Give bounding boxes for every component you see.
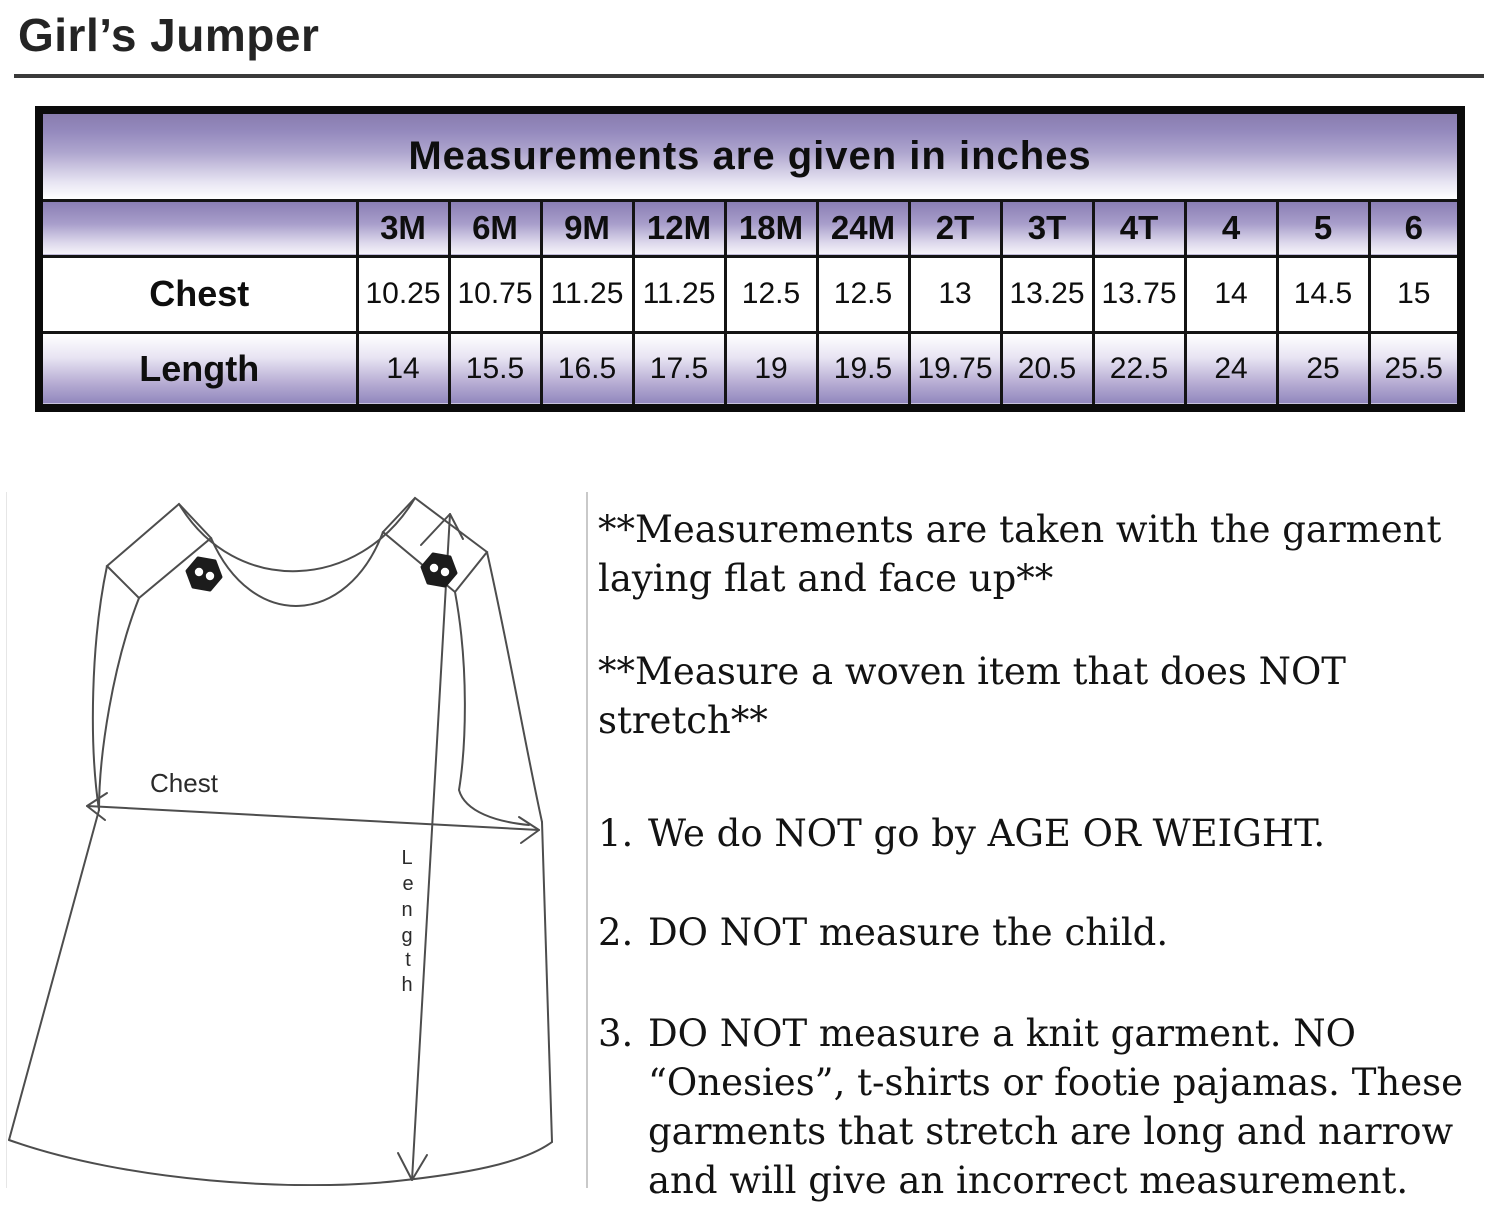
- length-letter: t: [405, 949, 411, 971]
- length-letter: h: [401, 974, 413, 996]
- note-woven-item: **Measure a woven item that does NOT stretch**: [598, 650, 1346, 742]
- table-title-cell: Measurements are given in inches: [39, 110, 1461, 200]
- size-col-header: 4T: [1093, 200, 1185, 256]
- title-divider: [14, 74, 1484, 78]
- length-value-cell: 14: [357, 332, 449, 408]
- size-col-header: 24M: [817, 200, 909, 256]
- size-col-header: 18M: [725, 200, 817, 256]
- length-value-cell: 25: [1277, 332, 1369, 408]
- length-value-cell: 16.5: [541, 332, 633, 408]
- length-row: [39, 332, 1461, 408]
- chest-arrow: [87, 793, 539, 843]
- left-side-seam: [9, 810, 99, 1140]
- length-value-cell: 25.5: [1369, 332, 1461, 408]
- size-col-header: 6: [1369, 200, 1461, 256]
- length-value-cell: 19: [725, 332, 817, 408]
- chest-value-cell: 12.5: [725, 256, 817, 332]
- size-col-header: 3M: [357, 200, 449, 256]
- size-col-header: 4: [1185, 200, 1277, 256]
- chest-value-cell: 13.25: [1001, 256, 1093, 332]
- length-value-cell: 19.75: [909, 332, 1001, 408]
- size-chart-table: [35, 106, 1465, 412]
- jumper-diagram: [6, 492, 588, 1188]
- chest-value-cell: 14.5: [1277, 256, 1369, 332]
- right-armhole-outer: [487, 552, 542, 822]
- size-col-header: 5: [1277, 200, 1369, 256]
- chest-value-cell: 10.75: [449, 256, 541, 332]
- length-value-cell: 15.5: [449, 332, 541, 408]
- instruction-item: [598, 1009, 1486, 1205]
- item-number: 3.: [598, 1012, 634, 1055]
- item-number: 2.: [598, 911, 634, 954]
- length-letter: g: [401, 925, 413, 947]
- chest-value-cell: 10.25: [357, 256, 449, 332]
- chest-row: [39, 256, 1461, 332]
- length-value-cell: 20.5: [1001, 332, 1093, 408]
- hem: [9, 1140, 552, 1185]
- length-value-cell: 22.5: [1093, 332, 1185, 408]
- chest-value-cell: 12.5: [817, 256, 909, 332]
- instruction-item: [598, 908, 1486, 957]
- size-col-header: 12M: [633, 200, 725, 256]
- right-shoulder-button-icon: [422, 554, 456, 586]
- item-number: 1.: [598, 812, 634, 855]
- right-side-seam: [542, 822, 552, 1142]
- left-shoulder-button-icon: [187, 558, 221, 590]
- chest-value-cell: 13.75: [1093, 256, 1185, 332]
- garment-outline: [9, 498, 552, 1185]
- item-text: DO NOT measure the child.: [648, 911, 1169, 954]
- item-text: DO NOT measure a knit garment. NO “Onesies”, t-shirts or footie pajamas. These garments that stretch are long and narrow and will give an incorrect measurement.: [648, 1012, 1463, 1202]
- item-text: We do NOT go by AGE OR WEIGHT.: [648, 812, 1326, 855]
- row-label-length: Length: [39, 332, 357, 408]
- length-letter: n: [401, 899, 413, 921]
- chest-value-cell: 11.25: [541, 256, 633, 332]
- chest-value-cell: 14: [1185, 256, 1277, 332]
- size-col-header: 3T: [1001, 200, 1093, 256]
- size-col-header: 2T: [909, 200, 1001, 256]
- chest-value-cell: 15: [1369, 256, 1461, 332]
- chest-value-cell: 11.25: [633, 256, 725, 332]
- right-armhole-inner: [455, 592, 529, 825]
- size-header-row: [39, 200, 1461, 256]
- length-label: [401, 847, 413, 996]
- row-label-chest: Chest: [39, 256, 357, 332]
- length-letter: L: [401, 847, 413, 869]
- jumper-diagram-svg: [7, 492, 587, 1186]
- notes-section: [598, 505, 1486, 1205]
- note-flat-measurement: **Measurements are taken with the garment laying flat and face up**: [598, 508, 1442, 600]
- page-title: Girl’s Jumper: [18, 9, 320, 61]
- corner-cell: [39, 200, 357, 256]
- table-title-row: [39, 110, 1461, 200]
- chest-value-cell: 13: [909, 256, 1001, 332]
- size-col-header: 9M: [541, 200, 633, 256]
- length-value-cell: 17.5: [633, 332, 725, 408]
- left-armhole-inner: [99, 598, 139, 810]
- size-col-header: 6M: [449, 200, 541, 256]
- length-value-cell: 19.5: [817, 332, 909, 408]
- length-value-cell: 24: [1185, 332, 1277, 408]
- instruction-item: [598, 809, 1486, 858]
- chest-label: Chest: [150, 768, 218, 798]
- length-letter: e: [402, 873, 414, 895]
- neckline-inner: [211, 532, 383, 606]
